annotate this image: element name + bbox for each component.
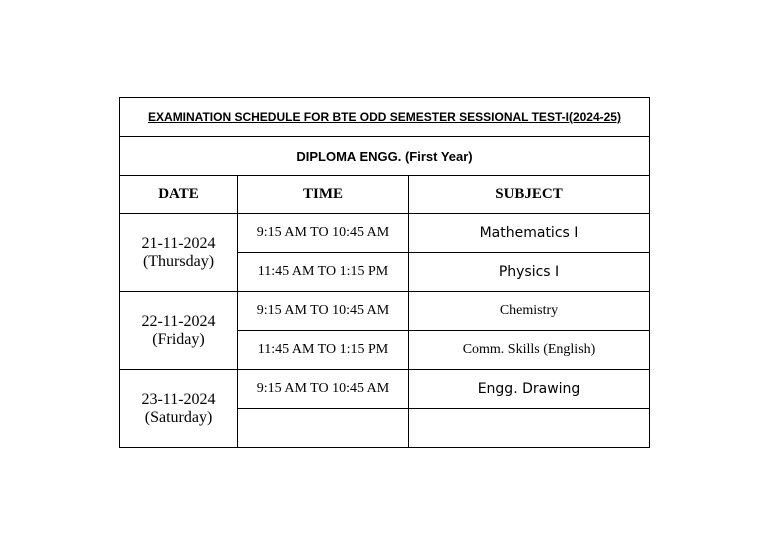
subject-cell: Chemistry [409, 292, 650, 331]
header-time: TIME [238, 176, 409, 214]
table-row [120, 214, 650, 253]
date-cell [120, 214, 238, 292]
time-cell: 9:15 AM TO 10:45 AM [238, 292, 409, 331]
subject-cell: Physics I [409, 253, 650, 292]
table-row [120, 370, 650, 409]
table-row [120, 292, 650, 331]
time-cell: 9:15 AM TO 10:45 AM [238, 370, 409, 409]
date-text: 22-11-2024 [141, 312, 216, 330]
time-cell: 11:45 AM TO 1:15 PM [238, 331, 409, 370]
subject-cell: Engg. Drawing [409, 370, 650, 409]
date-cell [120, 370, 238, 448]
subject-cell [409, 409, 650, 448]
subject-cell: Comm. Skills (English) [409, 331, 650, 370]
time-cell [238, 409, 409, 448]
schedule-title: EXAMINATION SCHEDULE FOR BTE ODD SEMESTER SESSIONAL TEST-I(2024-25) [120, 98, 650, 137]
subtitle-row [120, 137, 650, 176]
date-text: 23-11-2024 [141, 390, 216, 408]
date-text: 21-11-2024 [141, 234, 216, 252]
header-subject: SUBJECT [409, 176, 650, 214]
weekday-text: (Friday) [152, 330, 205, 348]
schedule-subtitle: DIPLOMA ENGG. (First Year) [120, 137, 650, 176]
weekday-text: (Thursday) [142, 252, 215, 270]
exam-schedule-table [119, 97, 650, 448]
header-row [120, 176, 650, 214]
date-cell [120, 292, 238, 370]
weekday-text: (Saturday) [144, 408, 213, 426]
header-date: DATE [120, 176, 238, 214]
subject-cell: Mathematics I [409, 214, 650, 253]
time-cell: 11:45 AM TO 1:15 PM [238, 253, 409, 292]
title-row [120, 98, 650, 137]
time-cell: 9:15 AM TO 10:45 AM [238, 214, 409, 253]
